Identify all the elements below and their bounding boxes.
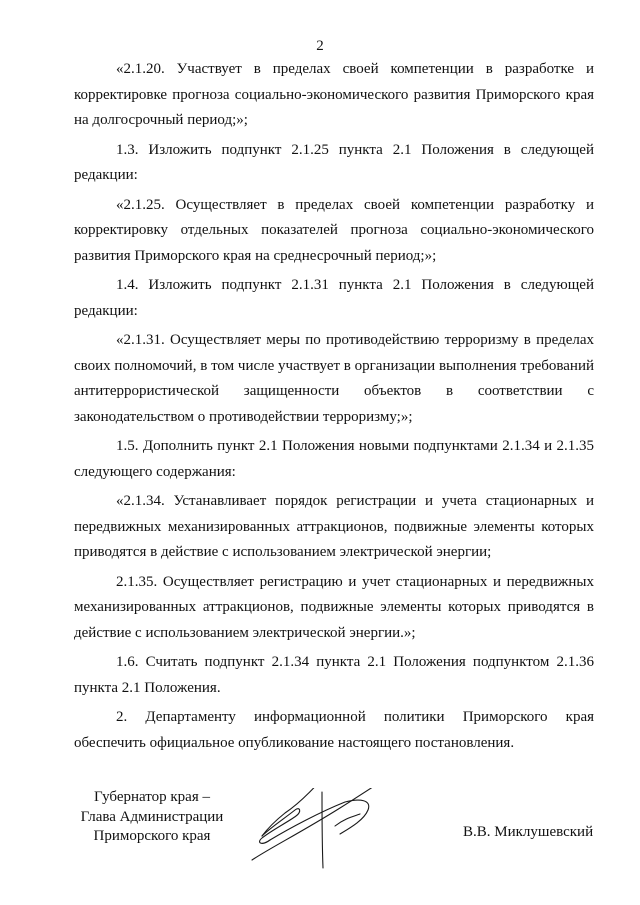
signature-block bbox=[0, 788, 640, 868]
handwritten-signature bbox=[0, 788, 640, 905]
paragraph-2-1-25: «2.1.25. Осуществляет в пределах своей компетенции разработку и корректировку отдельных показателей прогноза социально-экономического развития Приморского края на среднесрочный период;»; bbox=[74, 196, 594, 264]
paragraph-1-5: 1.5. Дополнить пункт 2.1 Положения новыми подпунктами 2.1.34 и 2.1.35 следующего содержания: bbox=[74, 438, 594, 480]
paragraph-1-3: 1.3. Изложить подпункт 2.1.25 пункта 2.1 Положения в следующей редакции: bbox=[74, 141, 594, 183]
signatory-title-line-2: Глава Администрации bbox=[80, 808, 224, 825]
signatory-name: В.В. Миклушевский bbox=[463, 824, 594, 840]
signatory-title-line-3: Приморского края bbox=[93, 828, 211, 844]
paragraph-2-1-20: «2.1.20. Участвует в пределах своей компетенции в разработке и корректировке прогноза социально-экономического развития Приморского края на долгосрочный период;»; bbox=[74, 61, 594, 128]
paragraph-1-4: 1.4. Изложить подпункт 2.1.31 пункта 2.1 Положения в следующей редакции: bbox=[74, 277, 594, 319]
paragraph-2: 2. Департаменту информационной политики Приморского края обеспечить официальное опубликование настоящего постановления. bbox=[74, 709, 594, 751]
page-number: 2 bbox=[316, 38, 324, 54]
paragraph-2-1-35: 2.1.35. Осуществляет регистрацию и учет стационарных и передвижных механизированных аттракционов, подвижные элементы которых приводятся в действие с использованием электрической энергии.»; bbox=[74, 573, 594, 641]
paragraph-2-1-31: «2.1.31. Осуществляет меры по противодействию терроризму в пределах своих полномочий, в том числе участвует в организации выполнения требований антитеррористической защищенности объектов в соответствии с законодательством о противодействии терроризму;»; bbox=[74, 332, 594, 425]
paragraph-1-6: 1.6. Считать подпункт 2.1.34 пункта 2.1 Положения подпунктом 2.1.36 пункта 2.1 Положения. bbox=[74, 654, 594, 696]
document-body bbox=[74, 57, 594, 756]
paragraph-2-1-34: «2.1.34. Устанавливает порядок регистрации и учета стационарных и передвижных механизированных аттракционов, подвижные элементы которых приводятся в действие с использованием электрической энергии; bbox=[74, 493, 594, 560]
signatory-title-line-1: Губернатор края – bbox=[94, 789, 210, 805]
